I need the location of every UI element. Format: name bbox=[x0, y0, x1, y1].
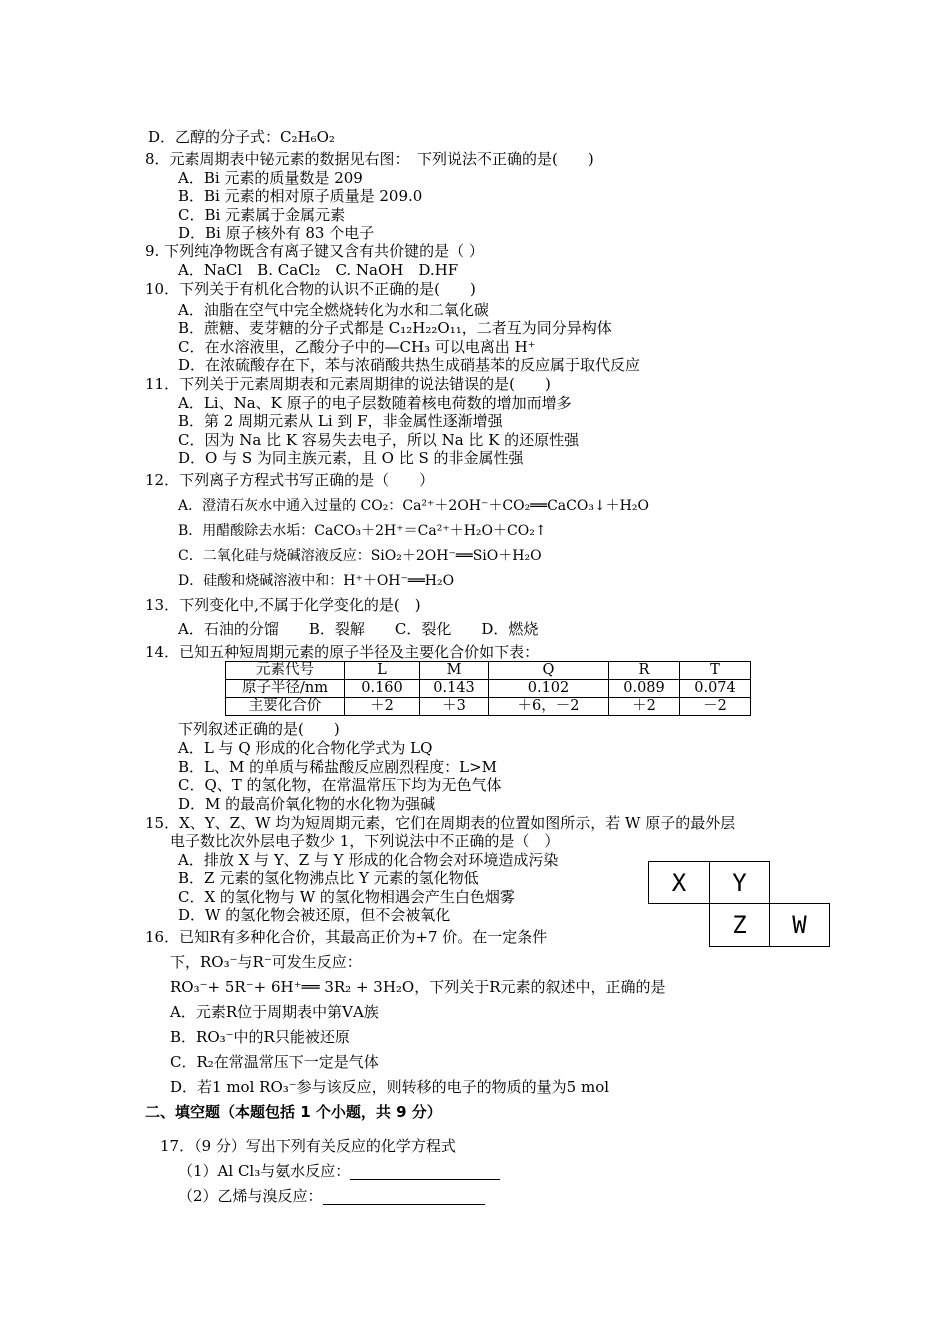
q9-stem: 9. 下列纯净物既含有离子键又含有共价键的是（ ） bbox=[145, 242, 484, 260]
q12-option-b: B．用醋酸除去水垢：CaCO₃＋2H⁺＝Ca²⁺＋H₂O＋CO₂↑ bbox=[178, 523, 547, 539]
table-cell: 原子半径/nm bbox=[226, 680, 345, 698]
q14-stem: 14．已知五种短周期元素的原子半径及主要化合价如下表： bbox=[145, 643, 540, 661]
q10-option-a: A．油脂在空气中完全燃烧转化为水和二氧化碳 bbox=[178, 301, 489, 319]
cell-w: W bbox=[769, 903, 830, 947]
table-cell: ＋3 bbox=[420, 698, 489, 716]
section-heading: 二、填空题（本题包括 1 个小题，共 9 分） bbox=[145, 1103, 442, 1121]
table-cell: 0.143 bbox=[420, 680, 489, 698]
q14-option-d: D．M 的最高价氧化物的水化物为强碱 bbox=[178, 795, 436, 813]
q10-option-d: D．在浓硫酸存在下，苯与浓硝酸共热生成硝基苯的反应属于取代反应 bbox=[178, 356, 641, 374]
table-cell: ＋6，－2 bbox=[489, 698, 609, 716]
q11-option-c: C．因为 Na 比 K 容易失去电子，所以 Na 比 K 的还原性强 bbox=[178, 431, 580, 449]
table-cell: 0.089 bbox=[609, 680, 680, 698]
q14-substem: 下列叙述正确的是( ) bbox=[178, 720, 340, 738]
table-row bbox=[226, 680, 751, 698]
q16-option-c: C．R₂在常温常压下一定是气体 bbox=[170, 1053, 379, 1071]
q13-stem: 13．下列变化中,不属于化学变化的是( ) bbox=[145, 596, 421, 614]
q16-stem-cont: 下，RO₃⁻与R⁻可发生反应： bbox=[170, 953, 362, 971]
q12-stem: 12．下列离子方程式书写正确的是（ ） bbox=[145, 471, 435, 489]
q8-stem: 8．元素周期表中铋元素的数据见右图： 下列说法不正确的是( ) bbox=[145, 150, 594, 168]
q11-option-a: A．Li、Na、K 原子的电子层数随着核电荷数的增加而增多 bbox=[178, 394, 572, 412]
q7-option-d: D．乙醇的分子式：C₂H₆O₂ bbox=[148, 128, 335, 146]
q15-option-b: B．Z 元素的氢化物沸点比 Y 元素的氢化物低 bbox=[178, 869, 479, 887]
q11-option-b: B．第 2 周期元素从 Li 到 F，非金属性逐渐增强 bbox=[178, 412, 503, 430]
answer-blank-1[interactable] bbox=[350, 1163, 500, 1180]
cell-z: Z bbox=[709, 903, 770, 947]
answer-blank-2[interactable] bbox=[323, 1188, 485, 1205]
q14-option-a: A．L 与 Q 形成的化合物化学式为 LQ bbox=[178, 739, 433, 757]
q9-options: A．NaCl B. CaCl₂ C. NaOH D.HF bbox=[178, 261, 459, 279]
table-cell: ＋2 bbox=[609, 698, 680, 716]
q10-option-c: C．在水溶液里，乙酸分子中的—CH₃ 可以电离出 H⁺ bbox=[178, 338, 536, 356]
q14-option-c: C．Q、T 的氢化物，在常温常压下均为无色气体 bbox=[178, 776, 502, 794]
q11-stem: 11．下列关于元素周期表和元素周期律的说法错误的是( ) bbox=[145, 375, 551, 393]
q15-stem-cont: 电子数比次外层电子数少 1，下列说法中不正确的是（ ） bbox=[170, 832, 560, 850]
table-cell: L bbox=[345, 662, 420, 680]
q15-option-d: D．W 的氢化物会被还原，但不会被氧化 bbox=[178, 906, 451, 924]
q16-option-a: A．元素R位于周期表中第ⅤA族 bbox=[170, 1003, 379, 1021]
q17-part2 bbox=[178, 1187, 485, 1205]
q12-option-d: D．硅酸和烧碱溶液中和：H⁺＋OH⁻══H₂O bbox=[178, 573, 455, 589]
table-cell: 0.160 bbox=[345, 680, 420, 698]
q17-part1-label: （1）Al Cl₃与氨水反应： bbox=[178, 1162, 351, 1180]
element-table bbox=[225, 661, 751, 716]
q14-option-b: B．L、M 的单质与稀盐酸反应剧烈程度：L>M bbox=[178, 758, 498, 776]
q17-part1 bbox=[178, 1162, 500, 1180]
table-cell: 主要化合价 bbox=[226, 698, 345, 716]
q17-stem: 17．（9 分）写出下列有关反应的化学方程式 bbox=[160, 1137, 456, 1155]
cell-y: Y bbox=[709, 861, 770, 904]
q11-option-d: D．O 与 S 为同主族元素，且 O 比 S 的非金属性强 bbox=[178, 449, 524, 467]
q8-option-b: B．Bi 元素的相对原子质量是 209.0 bbox=[178, 187, 423, 205]
q16-option-d: D．若1 mol RO₃⁻参与该反应，则转移的电子的物质的量为5 mol bbox=[170, 1078, 610, 1096]
table-cell: T bbox=[680, 662, 751, 680]
q17-part2-label: （2）乙烯与溴反应： bbox=[178, 1187, 323, 1205]
q10-stem: 10．下列关于有机化合物的认识不正确的是( ) bbox=[145, 280, 476, 298]
q12-option-c: C．二氧化硅与烧碱溶液反应：SiO₂＋2OH⁻══SiO＋H₂O bbox=[178, 548, 542, 564]
q16-option-b: B．RO₃⁻中的R只能被还原 bbox=[170, 1028, 350, 1046]
table-row bbox=[226, 662, 751, 680]
table-cell: M bbox=[420, 662, 489, 680]
q13-options: A．石油的分馏 B．裂解 C．裂化 D．燃烧 bbox=[178, 620, 539, 638]
q8-option-c: C．Bi 元素属于金属元素 bbox=[178, 206, 346, 224]
q10-option-b: B．蔗糖、麦芽糖的分子式都是 C₁₂H₂₂O₁₁，二者互为同分异构体 bbox=[178, 319, 612, 337]
table-cell: 0.074 bbox=[680, 680, 751, 698]
q16-equation: RO₃⁻+ 5R⁻+ 6H⁺══ 3R₂ + 3H₂O，下列关于R元素的叙述中，正确的是 bbox=[170, 978, 666, 996]
table-cell: Q bbox=[489, 662, 609, 680]
q8-option-d: D．Bi 原子核外有 83 个电子 bbox=[178, 224, 375, 242]
table-cell: 0.102 bbox=[489, 680, 609, 698]
table-cell: R bbox=[609, 662, 680, 680]
table-cell: －2 bbox=[680, 698, 751, 716]
q8-option-a: A．Bi 元素的质量数是 209 bbox=[178, 169, 363, 187]
table-cell: ＋2 bbox=[345, 698, 420, 716]
q12-option-a: A．澄清石灰水中通入过量的 CO₂：Ca²⁺＋2OH⁻＋CO₂══CaCO₃↓＋H₂O bbox=[178, 498, 649, 514]
q15-option-a: A．排放 X 与 Y、Z 与 Y 形成的化合物会对环境造成污染 bbox=[178, 851, 559, 869]
q15-option-c: C．X 的氢化物与 W 的氢化物相遇会产生白色烟雾 bbox=[178, 888, 515, 906]
table-cell: 元素代号 bbox=[226, 662, 345, 680]
table-row bbox=[226, 698, 751, 716]
cell-x: X bbox=[648, 861, 710, 904]
q15-stem: 15．X、Y、Z、W 均为短周期元素，它们在周期表的位置如图所示，若 W 原子的最外层 bbox=[145, 814, 736, 832]
q16-stem: 16．已知R有多种化合价，其最高正价为+7 价。在一定条件 bbox=[145, 928, 548, 946]
